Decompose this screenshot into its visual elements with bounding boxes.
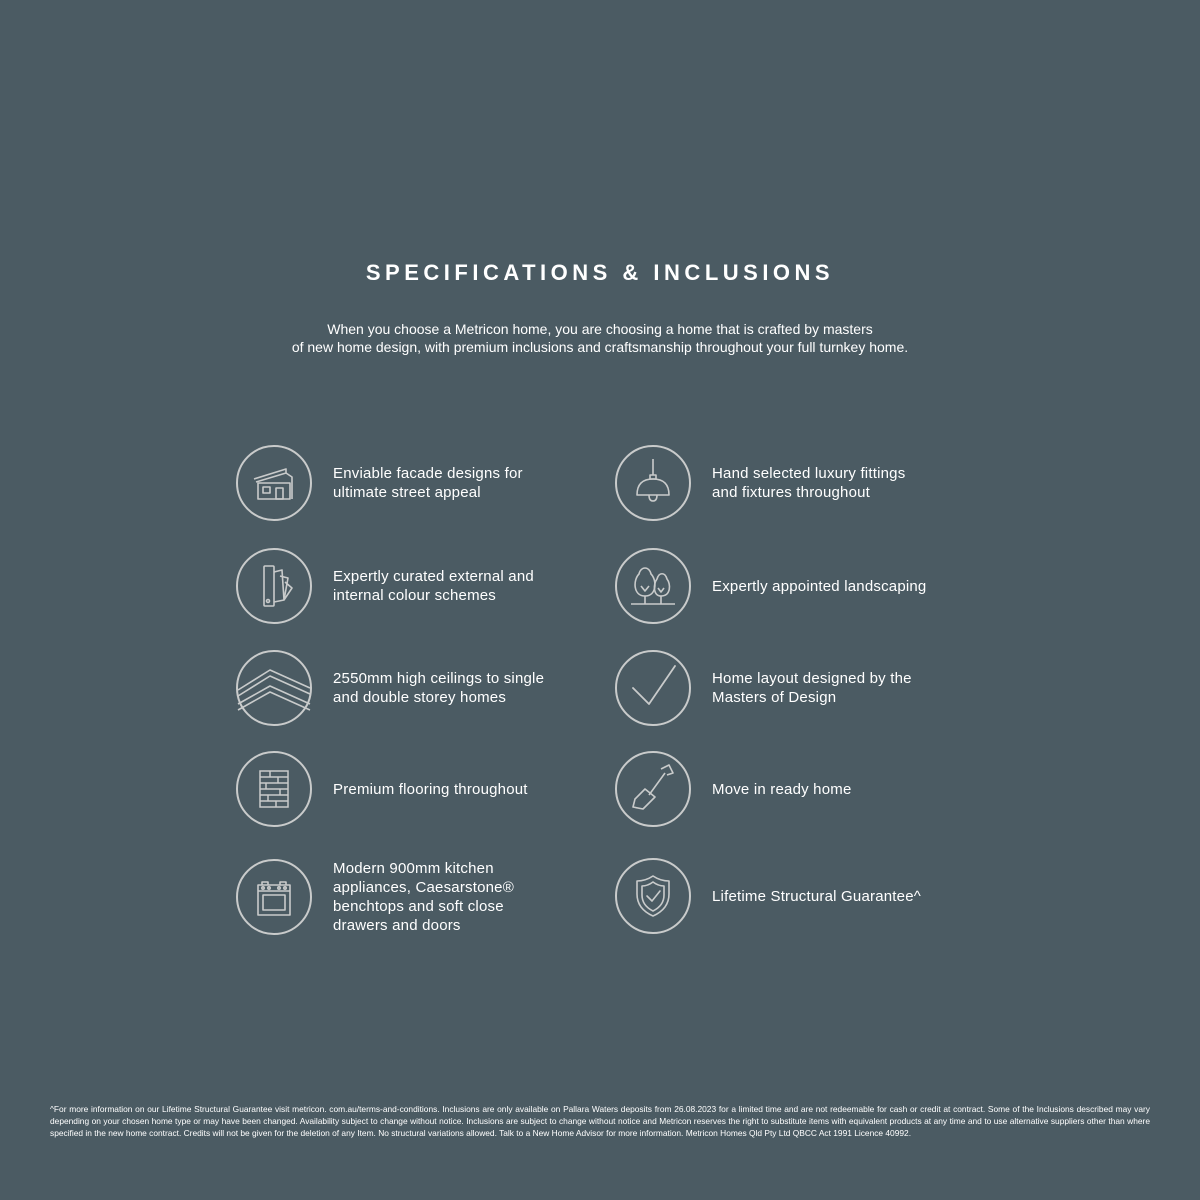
inclusion-label — [712, 780, 852, 799]
inclusion-label-line: drawers and doors — [333, 917, 461, 934]
house-facade-icon — [236, 445, 312, 521]
inclusion-label — [712, 464, 905, 502]
page-title: SPECIFICATIONS & INCLUSIONS — [365, 260, 835, 285]
inclusion-kitchen — [236, 857, 596, 937]
intro-line: When you choose a Metricon home, you are choosing a home that is crafted by masters — [327, 321, 873, 337]
inclusion-label-line: Modern 900mm kitchen — [333, 860, 494, 877]
inclusion-label — [712, 669, 912, 707]
inclusion-landscaping — [615, 546, 975, 626]
inclusion-label — [333, 464, 523, 502]
inclusion-label — [333, 669, 544, 707]
checkmark-icon — [615, 650, 691, 726]
inclusion-label-line: benchtops and soft close — [333, 898, 504, 915]
inclusion-label-line: Expertly curated external and — [333, 568, 534, 585]
flooring-icon — [236, 751, 312, 827]
inclusion-colour-schemes — [236, 546, 596, 626]
inclusion-flooring — [236, 749, 596, 829]
inclusion-label-line: Move in ready home — [712, 780, 852, 798]
inclusion-label-line: Hand selected luxury fittings — [712, 465, 906, 482]
inclusion-label-line: Premium flooring throughout — [333, 780, 528, 798]
inclusion-structural-guarantee — [615, 856, 975, 936]
inclusion-label — [712, 577, 926, 596]
inclusion-label — [333, 567, 534, 605]
inclusion-high-ceilings — [236, 648, 596, 728]
intro-paragraph — [0, 320, 1200, 356]
inclusion-label-line: Expertly appointed landscaping — [712, 577, 927, 595]
inclusion-label-line: Home layout designed by the — [712, 670, 912, 687]
pendant-lamp-icon — [615, 445, 691, 521]
inclusion-facade — [236, 443, 596, 523]
inclusion-label-line: Enviable facade designs for — [333, 465, 523, 482]
disclaimer: ^For more information on our Lifetime Structural Guarantee visit metricon. com.au/terms-and-conditions. Inclusions are only available on Pallara Waters deposits from 26.08.2023 for a limited time and are not redeemable for cash or credit at contract. Some of the Inclusions described may vary depending on your chosen home type or may have been changed. Availability subject to change without notice. Inclusions are subject to change without notice and Metricon reserves the right to substitute items with equivalent products at any time and to use alternative suppliers other than where specified in the new home contract. Credits will not be given for the deletion of any Item. No structural variations allowed. Talk to a New Home Advisor for more information. Metricon Homes Qld Pty Ltd QBCC Act 1991 Licence 40992. — [50, 1104, 1150, 1138]
inclusion-home-layout — [615, 648, 975, 728]
inclusion-label — [712, 887, 921, 906]
ceiling-chevron-icon — [236, 650, 312, 726]
oven-icon — [236, 859, 312, 935]
inclusion-label-line: appliances, Caesarstone® — [333, 879, 514, 896]
inclusion-label-line: and double storey homes — [333, 689, 507, 706]
inclusion-label-line: 2550mm high ceilings to single — [333, 670, 545, 687]
shield-check-icon — [615, 858, 691, 934]
inclusion-label-line: internal colour schemes — [333, 587, 497, 604]
colour-swatch-icon — [236, 548, 312, 624]
inclusion-label-line: Masters of Design — [712, 689, 837, 706]
intro-line: of new home design, with premium inclusions and craftsmanship throughout your full turnkey home. — [291, 339, 909, 355]
inclusion-label — [333, 780, 528, 799]
inclusion-label — [333, 859, 514, 935]
inclusion-label-line: Lifetime Structural Guarantee^ — [712, 887, 921, 905]
inclusion-label-line: and fixtures throughout — [712, 484, 871, 501]
trees-icon — [615, 548, 691, 624]
inclusion-move-in-ready — [615, 749, 975, 829]
inclusion-label-line: ultimate street appeal — [333, 484, 481, 501]
shovel-icon — [615, 751, 691, 827]
inclusion-fittings — [615, 443, 975, 523]
